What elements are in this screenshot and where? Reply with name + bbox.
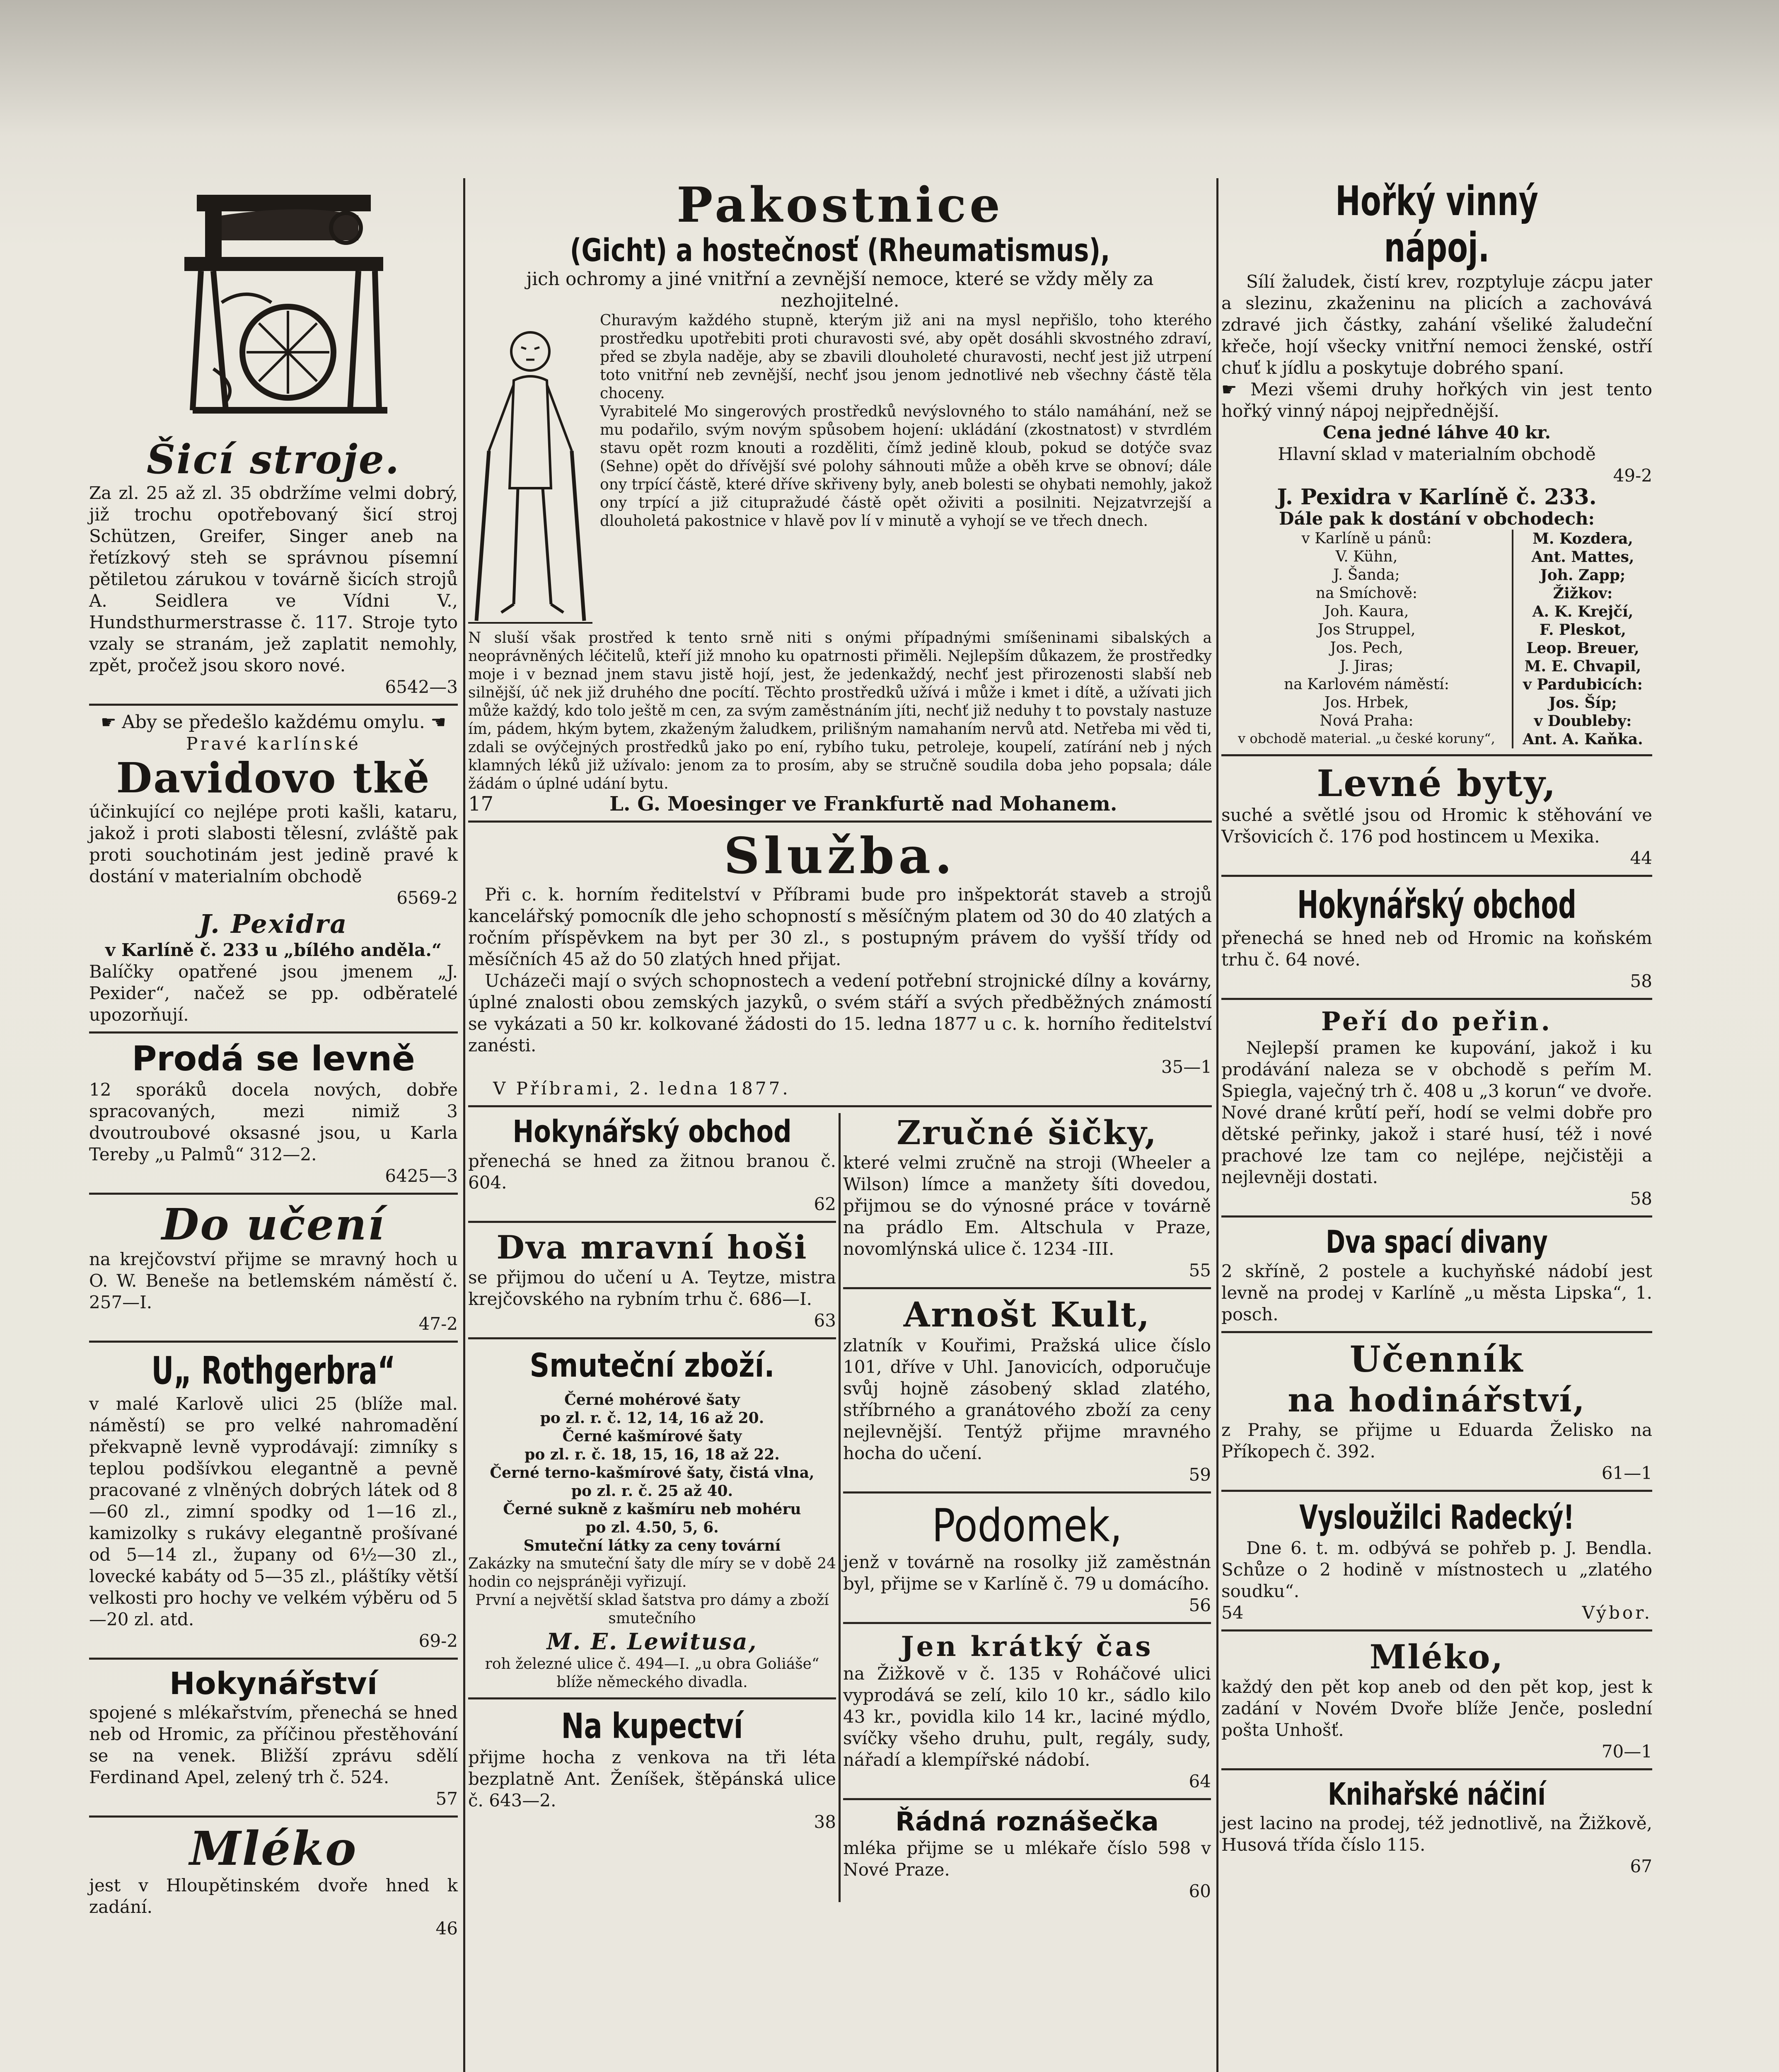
ad-text: jest lacino na prodej, též jednotlivě, na Žižkově, Husová třída číslo 115. (1221, 1813, 1652, 1855)
divider (468, 1697, 836, 1699)
ad-text: Hlavní sklad v materialním obchodě (1278, 444, 1596, 464)
ad-ref: 64 (1189, 1771, 1211, 1791)
ad-title: Jen krátký čas (901, 1630, 1153, 1663)
sewing-machine-illustration (89, 178, 458, 435)
dealer-cell: Žižkov: (1513, 584, 1652, 603)
column-rule (839, 1113, 841, 1902)
divider (89, 704, 458, 706)
dealer-cell: J. Šanda; (1333, 566, 1400, 583)
ad-title: Mléko (189, 1822, 358, 1876)
pointing-hand-icon: ☛ (101, 712, 122, 732)
price-list (468, 1391, 836, 1555)
ad-ref: 58 (1630, 1188, 1652, 1209)
ad-place: V Příbrami, 2. ledna 1877. (493, 1078, 790, 1099)
ad-text: přijme hocha z venkova na tři léta bezplatně Ant. Ženíšek, štěpánská ulice č. 643—2. (468, 1747, 836, 1811)
ad-name: J. Pexidra (199, 909, 348, 939)
ad-signature: Výbor. (1582, 1602, 1652, 1623)
ad-ref: 61—1 (1601, 1463, 1652, 1483)
pointing-hand-icon: ☛ (1221, 379, 1251, 399)
ad-ref: 58 (1630, 971, 1652, 991)
ad-warning: Aby se předešlo každému omylu. (122, 712, 425, 733)
ad-title: Dva mravní hoši (496, 1229, 808, 1266)
ad-ref: 56 (1189, 1595, 1211, 1615)
ad-ref: 35—1 (1161, 1057, 1212, 1077)
ad-title: Arnošt Kult, (903, 1295, 1151, 1335)
ad-intro: jich ochromy a jiné vnitřní a zevnější nemoce, které se vždy měly za nezhojitelné. (526, 269, 1154, 311)
ad-ref: 60 (1189, 1881, 1211, 1901)
ad-title: Levné byty, (1317, 762, 1557, 805)
ad-text: Zakázky na smuteční šaty dle míry se v době 24 hodin co nejspráněji vyřizují. (468, 1555, 836, 1590)
divider (1221, 1768, 1652, 1770)
ad-text: mléka přijme se u mlékaře číslo 598 v Nové Praze. (843, 1838, 1211, 1880)
ad-text: spojené s mlékařstvím, přenechá se hned neb od Hromic, za příčinou přestěhování se na venek. Bližší zprávu sdělí Ferdinand Apel, zelený trh č. 524. (89, 1702, 458, 1787)
ad-title: Peří do peřin. (1321, 1006, 1553, 1036)
ad-paragraph: Ucházeči mají o svých schopnostech a vedení potřební strojnické dílny a kovárny, úplné znalosti obou zemských jazyků, o svém stáří a svých předběžných známostí se vykázati a 50 kr. kolkované žádosti do 15. ledna 1877 u c. k. horního ředitelství zanésti. (468, 971, 1212, 1055)
ad-hokynarstvi (89, 1665, 458, 1810)
ad-ref: 47-2 (418, 1314, 458, 1334)
price-line: Černé terno-kašmírové šaty, čistá vlna, (490, 1464, 815, 1481)
dealer-cell: Nová Praha: (1320, 712, 1414, 729)
ad-text: na krejčovství přijme se mravný hoch u O. W. Beneše na betlemském náměstí č. 257—I. (89, 1249, 458, 1312)
ad-text: Mezi všemi druhy hořkých vin jest tento hořký vinný nápoj nejpřednější. (1221, 379, 1652, 421)
ad-text: které velmi zručně na stroji (Wheeler a Wilson) límce a manžety šíti dovedou, přijmou se do výnosné práce v továrně na prádlo Em. Altschula v Praze, novomlýnská ulice č. 1234 -III. (843, 1152, 1211, 1259)
ad-title: Služba. (723, 827, 957, 885)
ad-text: Za zl. 25 až zl. 35 obdržíme velmi dobrý, již trochu opotřebovaný šicí stroj Schützen, Greifer, Singer aneb na řetízkový steh se správnou písemní pětiletou zárukou v továrně šicích strojů A. Seidlera ve Vídni V., Hundsthurmerstrasse č. 117. Stroje tyto vzaly se stranám, jež zaplatit nemohly, zpět, pročež jsou skoro nové. (89, 483, 458, 675)
divider (468, 1221, 836, 1223)
ad-title: Zručné šičky, (897, 1113, 1158, 1152)
divider (89, 1341, 458, 1343)
ad-ref: 38 (814, 1812, 836, 1832)
divider (1221, 875, 1652, 877)
ad-davidovo (89, 712, 458, 1026)
divider (89, 1658, 458, 1660)
ad-title: Řádná roznášečka (895, 1806, 1159, 1837)
ad-ref: 6542—3 (385, 677, 458, 697)
dealer-cell: M. E. Chvapil, (1513, 657, 1652, 675)
ad-title: U„ Rothgerbra“ (151, 1348, 396, 1393)
ad-ref: 70—1 (1601, 1741, 1652, 1762)
ad-text: na Žižkově v č. 135 v Roháčové ulici vyprodává se zelí, kilo 10 kr., sádlo kilo 43 kr., povidla kilo 14 kr., laciné mýdlo, svíčky všeho druhu, pult, regály, sudy, nářadí a klempířské nádobí. (843, 1663, 1211, 1770)
ad-ref: 67 (1630, 1856, 1652, 1876)
ad-title: Na kupectví (561, 1706, 743, 1746)
ad-text: První a největší sklad šatstva pro dámy a zboží smutečního (475, 1592, 829, 1627)
ad-levne-byty (1221, 762, 1652, 869)
ad-rothgerbra (89, 1348, 458, 1652)
ad-address: roh železné ulice č. 494—I. „u obra Goliáše“ blíže německého divadla. (485, 1656, 819, 1691)
divider (89, 1193, 458, 1195)
column-rule (1216, 178, 1218, 2072)
divider (1221, 1629, 1652, 1631)
dealer-cell: Joh. Zapp; (1513, 566, 1652, 584)
dealer-cell: Jos Struppel, (1317, 621, 1416, 638)
ad-knihar (1221, 1776, 1652, 1877)
subcolumn-a (468, 1113, 836, 1902)
ad-title: Podomek, (932, 1499, 1122, 1552)
divider (89, 1031, 458, 1034)
ad-subtitle: (Gicht) a hostečnosť (Rheumatismus), (570, 232, 1110, 269)
ad-hokynarsky-obchod (1221, 883, 1652, 992)
dealer-cell: v Karlíně u pánů: (1301, 530, 1432, 547)
crippled-man-illustration (468, 314, 592, 629)
dealer-cell: F. Pleskot, (1513, 621, 1652, 639)
ad-title: Dva spací divany (1326, 1223, 1548, 1260)
ad-text: účinkující co nejlépe proti kašli, kataru, jakož i proti slabosti tělesní, zvláště pak proti souchotinám jest jedině pravé k dostání v materialním obchodě (89, 801, 458, 886)
divider (1221, 754, 1652, 756)
dealer-cell: v obchodě material. „u české koruny“, (1238, 731, 1495, 746)
price-line: po zl. r. č. 18, 15, 16, 18 až 22. (525, 1446, 780, 1463)
ad-paragraph: Churavým každého stupně, kterým již ani na mysl nepřišlo, toho kterého prostředku upotřebiti proti churavosti své, aby opět dosáhli skvostného zdraví, před se zbyla naděje, aby se zbavili dlouholeté churavosti, nechť jest již utrpení toto vnitřní neb zevnější, nechť jsou jenom jednotlivé neb všechny částě těla choceny. (600, 312, 1212, 402)
ad-radecky (1221, 1498, 1652, 1624)
divider (468, 1337, 836, 1339)
ad-ref: 49-2 (1613, 465, 1652, 486)
ad-peri (1221, 1006, 1652, 1210)
ad-ref: 46 (435, 1918, 458, 1939)
ad-text: jenž v továrně na rosolky již zaměstnán byl, přijme se v Karlíně č. 79 u domácího. (843, 1552, 1211, 1594)
ad-ref: 54 (1221, 1602, 1244, 1623)
ad-horky-napoj (1221, 178, 1652, 748)
ad-ref: 44 (1630, 848, 1652, 868)
column-left (89, 178, 458, 1939)
ad-name: J. Pexidra v Karlíně č. 233. (1277, 484, 1597, 510)
ad-text: 12 sporáků docela nových, dobře spracovaných, mezi nimiž 3 dvoutroubové oksasné jsou, u Karla Tereby „u Palmů“ 312—2. (89, 1080, 458, 1164)
price-line: po zl. r. č. 12, 14, 16 až 20. (540, 1409, 764, 1427)
ad-mleko (89, 1823, 458, 1939)
ad-paragraph: N sluší však prostřed k tento srně niti s onými případnými smíšeninami sibalských a neoprávněných léčitelů, kteří již mnoho ku opatrnosti přiměli. Nejlepším důkazem, že prostředky moje i v beznad jnem stavu jistě hojí, jest, že jedenkaždý, nechť jest přirozenosti slabší neb silnější, úč nek již druhého dne pocítí. Těchto prostředků užívá i může i kmet i dítě, a užívati jich může každý, kdo tolo ještě m cen, za svým zaměstnáním jíti, nechť již neduhy t to povstaly nastuze ím, pádem, hkým bytem, zkaženým žaludkem, prilišným namahaním nervů atd. Netřeba mi věd ti, zdali se ovýčejných prostředků jako po ení, rybího tuku, petroleje, koupelí, zatírání neb j ných klamných léků již užívalo: jenom za to prosím, aby se stručně soudila doba jeho popsala; dále žádám o úplné udání bytu. (468, 629, 1212, 792)
dealer-cell: v Pardubicích: (1513, 675, 1652, 694)
ad-paragraph: Vyrabitelé Mo singerových prostředků nevýslovného to stálo namáhání, než se mu podařilo, svým novým spůsobem hojení: ukládání (zkostnatost) v stvrdlém stavu opět rozm knouti a rozděliti, čímž jedině kloub, pokud se dotýče svaz (Sehne) opět do dřívější své polohy sáhnouti může a oběh krve se obnoví; dále ony trpící částě, které dříve skřiveny byly, aneb bolesti se ohybati nemohly, jakož ony trpící a již citupražudé částě opět oživiti a posilniti. Nejzatvrzejší a dlouholetá pakostnice v hlavě pov lí v minutě a vyhojí se ve třech dnech. (600, 403, 1212, 530)
ad-ref: 57 (435, 1789, 458, 1809)
ad-price: Cena jedné láhve 40 kr. (1322, 422, 1551, 443)
ad-signature: L. G. Moesinger ve Frankfurtě nad Mohanem. (609, 792, 1117, 816)
dealer-cell: Leop. Breuer, (1513, 639, 1652, 657)
price-line: Černé sukně z kašmíru neb mohéru (503, 1501, 801, 1518)
ad-mleko-right (1221, 1637, 1652, 1762)
ad-text: přenechá se hned za žitnou branou č. 604. (468, 1151, 836, 1193)
ad-ref: 6569-2 (396, 888, 458, 908)
divider (843, 1798, 1211, 1800)
ad-ref: 62 (814, 1194, 836, 1214)
price-line: Černé kašmírové šaty (562, 1428, 742, 1445)
ad-title: Smuteční zboží. (529, 1347, 775, 1385)
ad-ref: 17 (468, 792, 494, 816)
ad-ref: 69-2 (418, 1631, 458, 1651)
ad-sici-stroje (89, 437, 458, 698)
ad-text: Nejlepší pramen ke kupování, jakož i ku prodávání naleza se v obchodě s peřím M. Spiegla, vaječný trh č. 408 u „3 korun“ ve dvoře. Nové drané krůtí peří, hodí se velmi dobře pro dětské peřinky, jakož i staré husí, též i nové prachové lze tam co nejlépe, nejčistěji a nejlevněji dostati. (1221, 1038, 1652, 1187)
ad-ucennik (1221, 1339, 1652, 1484)
dealer-cell: Ant. A. Kaňka. (1513, 730, 1652, 748)
ad-do-uceni (89, 1201, 458, 1335)
ad-text: Dne 6. t. m. odbývá se pohřeb p. J. Bendla. Schůze o 2 hodině v místnostech u „zlatého soudku“. (1221, 1538, 1652, 1601)
ad-text: v malé Karlově ulici 25 (blíže mal. náměstí) se pro velké nahromadění překvapně levně vyprodávají: zimníky s teplou podšívkou elegantně a pevně pracované z vlněných dobrých látek od 8—60 zl., zimní spodky od 1—16 zl., kamizolky s rukávy elegantně prošívané od 5—14 zl., župany od 6½—30 zl., lovecké kabáty od 5—35 zl., pláštíky větší velkosti pro hochy ve velkém výběru od 5—20 zl. atd. (89, 1394, 458, 1629)
dealer-cell: V. Kühn, (1335, 548, 1398, 565)
ad-title: Učenník (1349, 1339, 1524, 1380)
pointing-hand-icon: ☚ (425, 712, 446, 732)
ad-text: zlatník v Kouřimi, Pražská ulice číslo 101, dříve v Uhl. Janovicích, odporučuje svůj hojně zásobený sklad zlatého, stříbrného a granátového zboží za ceny nejlevnější. Tentýž přijme mravného hocha do učení. (843, 1335, 1211, 1463)
ad-title: Vysloužilci Radecký! (1299, 1498, 1574, 1537)
ad-title: Do učení (162, 1199, 385, 1250)
dealer-cell: Ant. Mattes, (1513, 548, 1652, 566)
ad-dva-divany (1221, 1223, 1652, 1325)
price-line: po zl. 4.50, 5, 6. (585, 1519, 719, 1536)
divider (468, 1105, 1212, 1107)
subcolumn-b (843, 1113, 1211, 1902)
dealer-cell: Jos. Pech, (1330, 639, 1403, 656)
ad-title: Šicí stroje. (146, 436, 401, 483)
ad-title: na hodinářství, (1288, 1380, 1586, 1419)
dealer-cell: na Karlovém náměstí: (1284, 676, 1449, 693)
ad-title: Hokynářství (169, 1666, 378, 1702)
ad-title: Knihařské náčiní (1328, 1777, 1546, 1812)
ad-text: Sílí žaludek, čistí krev, rozptyluje zácpu jater a slezinu, zkaženinu na plicích a zachovává zdravé jich částky, zahání všeliké žaludeční křeče, hojí všecky vnitřní nemoci ženské, ostří chuť k jídlu a poskytuje dobrého spaní. (1221, 271, 1652, 378)
ad-pre: Pravé karlínské (186, 733, 361, 754)
divider (1221, 1490, 1652, 1492)
column-center (468, 178, 1212, 1902)
column-rule (463, 178, 465, 2072)
dealer-cell: A. K. Krejčí, (1513, 603, 1652, 621)
dealer-cell: v Doubleby: (1513, 712, 1652, 730)
ad-address: v Karlíně č. 233 u „bílého anděla.“ (105, 940, 442, 960)
divider (843, 1287, 1211, 1289)
divider (843, 1622, 1211, 1624)
ad-text: jest v Hloupětinském dvoře hned k zadání. (89, 1875, 458, 1917)
ad-text: se přijmou do učení u A. Teytze, mistra krejčovského na rybním trhu č. 686—I. (468, 1267, 836, 1309)
divider (843, 1491, 1211, 1493)
center-subcolumns (468, 1113, 1212, 1902)
dealer-cell: J. Jiras; (1339, 658, 1394, 675)
divider (1221, 998, 1652, 1000)
ad-ref: 6425—3 (385, 1166, 458, 1186)
price-line: po zl. r. č. 25 až 40. (571, 1482, 733, 1500)
dealer-cell: Jos. Hrbek, (1324, 694, 1409, 711)
dealer-cell: M. Kozdera, (1513, 530, 1652, 548)
ad-text: každý den pět kop aneb od den pět kop, jest k zadání v Novém Dvoře blíže Jenče, poslední pošta Unhošť. (1221, 1677, 1652, 1740)
ad-paragraph: Při c. k. horním ředitelství v Příbrami bude pro inšpektorát staveb a strojů kancelářský pomocník dle jeho schopností s měsíčným platem od 30 do 40 zlatých a ročním příspěvkem na byt per 30 zl., s postupným právem do vyšší třídy od měsíčních 45 až do 50 zlatých hned přijat. (468, 884, 1212, 969)
ad-title: Mléko, (1369, 1637, 1504, 1676)
ad-ref: 63 (814, 1310, 836, 1331)
ad-text: přenechá se hned neb od Hromic na koňském trhu č. 64 nové. (1221, 928, 1652, 970)
ad-ref: 55 (1189, 1260, 1211, 1280)
ad-title: Prodá se levně (132, 1039, 415, 1079)
ad-proda (89, 1039, 458, 1187)
divider (89, 1815, 458, 1818)
ad-title: Pakostnice (677, 177, 1003, 233)
ad-title: Hokynářský obchod (512, 1114, 792, 1150)
dealer-cell: Jos. Šíp; (1513, 694, 1652, 712)
ad-text: Dále pak k dostání v obchodech: (1279, 508, 1595, 529)
dealer-cell: Joh. Kaura, (1324, 603, 1409, 620)
price-line: Smuteční látky za ceny tovární (523, 1537, 781, 1554)
divider (1221, 1215, 1652, 1218)
dealer-table (1221, 530, 1652, 748)
column-right (1221, 178, 1652, 1877)
ad-pakostnice (468, 178, 1212, 815)
divider (1221, 1331, 1652, 1333)
ad-ref: 59 (1189, 1464, 1211, 1485)
ad-title: Davidovo tkě (116, 753, 431, 802)
ad-title: Hokynářský obchod (1297, 883, 1576, 927)
ad-text: suché a světlé jsou od Hromic k stěhování ve Vršovicích č. 176 pod hostincem u Mexika. (1221, 805, 1652, 847)
ad-text: z Prahy, se přijme u Eduarda Želisko na Příkopech č. 392. (1221, 1420, 1652, 1462)
ad-name: M. E. Lewitusa, (546, 1628, 758, 1655)
ad-sluzba (468, 828, 1212, 1099)
ad-text: 2 skříně, 2 postele a kuchyňské nádobí jest levně na prodej v Karlíně „u města Lipska“, 1. posch. (1221, 1261, 1652, 1324)
divider (468, 821, 1212, 823)
ad-title: Hořký vinný nápoj. (1335, 178, 1538, 271)
ad-note: Balíčky opatřené jsou jmenem „J. Pexider“, načež se pp. odběratelé upozorňují. (89, 961, 458, 1025)
price-line: Černé mohérové šaty (564, 1391, 740, 1409)
dealer-cell: na Smíchově: (1315, 585, 1418, 602)
